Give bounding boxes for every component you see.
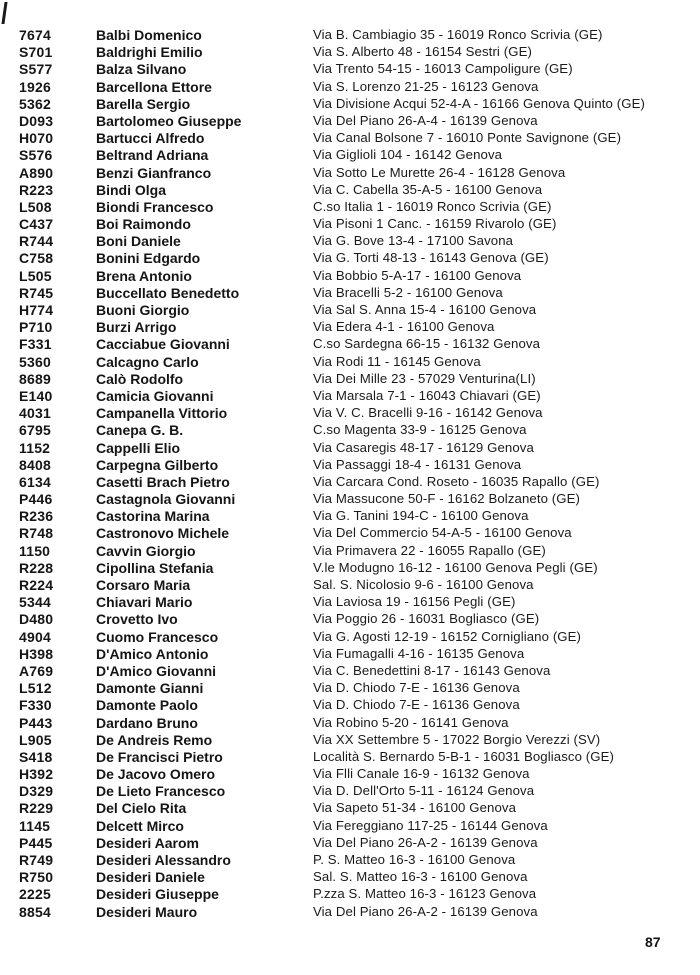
member-code: F331	[19, 336, 52, 353]
directory-entry	[0, 749, 700, 766]
directory-entry	[0, 646, 700, 663]
directory-entry	[0, 818, 700, 835]
member-name: Barcellona Ettore	[96, 78, 212, 95]
member-name: Delcett Mirco	[96, 817, 184, 834]
member-code: 8854	[19, 903, 51, 920]
directory-entry	[0, 302, 700, 319]
member-code: S701	[19, 44, 53, 61]
member-name: Castronovo Michele	[96, 525, 230, 542]
member-address: Via Del Piano 26-A-2 - 16139 Genova	[313, 903, 538, 919]
directory-entry	[0, 800, 700, 817]
member-code: A890	[19, 164, 54, 181]
member-code: F330	[19, 697, 52, 714]
member-code: L505	[19, 267, 52, 284]
directory-entry	[0, 577, 700, 594]
member-address: Località S. Bernardo 5-B-1 - 16031 Bogliasco (GE)	[313, 748, 615, 764]
member-code: 6795	[19, 422, 51, 439]
directory-entry	[0, 422, 700, 439]
directory-entry	[0, 869, 700, 886]
member-name: Camicia Giovanni	[96, 387, 214, 404]
member-address: Via Del Piano 26-A-2 - 16139 Genova	[313, 834, 538, 850]
directory-entry	[0, 388, 700, 405]
member-address: Via C. Cabella 35-A-5 - 16100 Genova	[313, 181, 543, 197]
member-code: L905	[19, 731, 52, 748]
member-code: C437	[19, 216, 54, 233]
member-address: Via Del Commercio 54-A-5 - 16100 Genova	[313, 525, 572, 541]
member-code: R228	[19, 559, 54, 576]
member-address: Via Divisione Acqui 52-4-A - 16166 Genova Quinto (GE)	[313, 95, 645, 111]
member-code: 4031	[19, 405, 51, 422]
member-address: Via Bracelli 5-2 - 16100 Genova	[313, 284, 503, 300]
member-name: Biondi Francesco	[96, 198, 214, 215]
member-name: Del Cielo Rita	[96, 800, 187, 817]
member-address: Via G. Tanini 194-C - 16100 Genova	[313, 508, 529, 524]
member-name: Canepa G. B.	[96, 422, 184, 439]
member-address: Via Casaregis 48-17 - 16129 Genova	[313, 439, 534, 455]
member-name: Desideri Alessandro	[96, 852, 231, 868]
member-code: 6134	[19, 473, 51, 490]
member-address: Via Flli Canale 16-9 - 16132 Genova	[313, 766, 530, 782]
member-address: Via Dei Mille 23 - 57029 Venturina(LI)	[313, 370, 536, 386]
directory-entry	[0, 44, 700, 61]
member-name: Barella Sergio	[96, 95, 191, 112]
member-name: Bartucci Alfredo	[96, 130, 205, 147]
directory-entry	[0, 285, 700, 302]
member-address: Via Marsala 7-1 - 16043 Chiavari (GE)	[313, 387, 541, 403]
member-name: Desideri Daniele	[96, 869, 205, 886]
member-name: Cuomo Francesco	[96, 628, 219, 645]
member-address: Via Trento 54-15 - 16013 Campoligure (GE)	[313, 61, 573, 77]
directory-entry	[0, 715, 700, 732]
directory-entry	[0, 336, 700, 353]
directory-entry	[0, 182, 700, 199]
member-code: H398	[19, 645, 54, 662]
directory-list	[0, 27, 700, 921]
member-address: P.zza S. Matteo 16-3 - 16123 Genova	[313, 886, 537, 902]
member-name: Cipollina Stefania	[96, 559, 214, 576]
member-name: De Francisci Pietro	[96, 748, 223, 765]
member-name: Baldrighi Emilio	[96, 44, 203, 61]
member-address: Via Sotto Le Murette 26-4 - 16128 Genova	[313, 164, 566, 180]
member-name: Campanella Vittorio	[96, 405, 228, 422]
member-name: Burzi Arrigo	[96, 319, 177, 336]
member-name: Casetti Brach Pietro	[96, 473, 230, 490]
member-address: Via Laviosa 19 - 16156 Pegli (GE)	[313, 594, 516, 610]
member-address: Via Passaggi 18-4 - 16131 Genova	[313, 456, 522, 472]
directory-entry	[0, 113, 700, 130]
member-name: Buoni Giorgio	[96, 302, 190, 318]
member-address: Via V. C. Bracelli 9-16 - 16142 Genova	[313, 405, 543, 421]
member-address: Via Pisoni 1 Canc. - 16159 Rivarolo (GE)	[313, 216, 557, 232]
member-name: D'Amico Antonio	[96, 645, 209, 662]
directory-entry	[0, 147, 700, 164]
member-name: Bindi Olga	[96, 181, 166, 198]
member-name: Boni Daniele	[96, 233, 181, 250]
member-address: C.so Sardegna 66-15 - 16132 Genova	[313, 336, 541, 352]
directory-entry	[0, 216, 700, 233]
member-address: Via Sal S. Anna 15-4 - 16100 Genova	[313, 302, 537, 317]
member-name: Corsaro Maria	[96, 577, 191, 593]
member-code: R745	[19, 284, 54, 301]
member-code: 1152	[19, 439, 51, 456]
member-address: Via G. Agosti 12-19 - 16152 Cornigliano (GE)	[313, 628, 582, 644]
member-code: S577	[19, 61, 53, 78]
member-address: Via C. Benedettini 8-17 - 16143 Genova	[313, 662, 551, 678]
member-address: Via G. Bove 13-4 - 17100 Savona	[313, 233, 514, 249]
directory-entry	[0, 233, 700, 250]
member-address: Via D. Chiodo 7-E - 16136 Genova	[313, 697, 520, 713]
member-address: Sal. S. Nicolosio 9-6 - 16100 Genova	[313, 577, 534, 592]
directory-entry	[0, 165, 700, 182]
directory-entry	[0, 440, 700, 457]
member-code: C758	[19, 250, 54, 267]
member-code: P446	[19, 491, 53, 508]
member-name: Crovetto Ivo	[96, 611, 178, 628]
directory-entry	[0, 525, 700, 542]
directory-entry	[0, 852, 700, 869]
member-address: C.so Italia 1 - 16019 Ronco Scrivia (GE)	[313, 198, 552, 214]
member-code: A769	[19, 662, 54, 679]
member-code: 8689	[19, 370, 51, 387]
member-address: C.so Magenta 33-9 - 16125 Genova	[313, 422, 527, 438]
scan-edge-mark	[1, 2, 7, 24]
member-address: Via Del Piano 26-A-4 - 16139 Genova	[313, 112, 538, 128]
member-address: Via Massucone 50-F - 16162 Bolzaneto (GE)	[313, 491, 581, 507]
directory-entry	[0, 886, 700, 903]
member-name: Damonte Paolo	[96, 697, 198, 714]
directory-entry	[0, 474, 700, 491]
member-code: P443	[19, 714, 53, 731]
member-name: De Jacovo Omero	[96, 766, 216, 783]
directory-entry	[0, 79, 700, 96]
member-code: 7674	[19, 27, 51, 43]
page-number: 87	[645, 934, 661, 950]
directory-entry	[0, 27, 700, 44]
member-address: Via Canal Bolsone 7 - 16010 Ponte Savignone (GE)	[313, 130, 622, 146]
directory-entry	[0, 371, 700, 388]
member-name: Desideri Aarom	[96, 834, 199, 851]
member-name: Boi Raimondo	[96, 216, 191, 233]
member-address: Via S. Alberto 48 - 16154 Sestri (GE)	[313, 44, 532, 60]
member-name: Balbi Domenico	[96, 27, 202, 43]
member-code: S418	[19, 748, 53, 765]
directory-entry	[0, 457, 700, 474]
directory-entry	[0, 543, 700, 560]
member-address: Via Giglioli 104 - 16142 Genova	[313, 147, 503, 163]
member-name: Desideri Giuseppe	[96, 886, 219, 903]
member-code: 5360	[19, 353, 51, 370]
directory-entry	[0, 405, 700, 422]
directory-entry	[0, 96, 700, 113]
directory-entry	[0, 611, 700, 628]
directory-entry	[0, 199, 700, 216]
member-address: Via Poggio 26 - 16031 Bogliasco (GE)	[313, 611, 540, 627]
member-code: S576	[19, 147, 53, 164]
directory-entry	[0, 680, 700, 697]
directory-entry	[0, 663, 700, 680]
directory-entry	[0, 697, 700, 714]
member-address: Via S. Lorenzo 21-25 - 16123 Genova	[313, 78, 539, 94]
member-name: Beltrand Adriana	[96, 147, 209, 164]
member-code: R229	[19, 800, 54, 817]
member-address: Sal. S. Matteo 16-3 - 16100 Genova	[313, 869, 528, 885]
member-code: L512	[19, 680, 52, 697]
member-name: Bartolomeo Giuseppe	[96, 112, 242, 129]
member-address: Via Sapeto 51-34 - 16100 Genova	[313, 800, 517, 816]
member-name: Castorina Marina	[96, 508, 210, 525]
directory-entry	[0, 904, 700, 921]
member-code: R224	[19, 577, 54, 593]
member-code: R744	[19, 233, 54, 250]
member-code: 1926	[19, 78, 51, 95]
member-code: H392	[19, 766, 54, 783]
member-code: 1145	[19, 817, 51, 834]
member-address: Via Carcara Cond. Roseto - 16035 Rapallo (GE)	[313, 473, 600, 489]
directory-entry	[0, 783, 700, 800]
member-code: E140	[19, 387, 53, 404]
directory-entry	[0, 508, 700, 525]
directory-entry	[0, 835, 700, 852]
member-name: De Lieto Francesco	[96, 783, 226, 800]
member-address: Via Robino 5-20 - 16141 Genova	[313, 714, 509, 730]
member-code: 8408	[19, 456, 51, 473]
member-code: R748	[19, 525, 54, 542]
member-name: Cavvin Giorgio	[96, 542, 196, 559]
member-name: Desideri Mauro	[96, 903, 198, 920]
member-code: P445	[19, 834, 53, 851]
member-address: Via D. Dell'Orto 5-11 - 16124 Genova	[313, 783, 535, 799]
directory-entry	[0, 319, 700, 336]
member-name: Dardano Bruno	[96, 714, 198, 731]
member-name: Castagnola Giovanni	[96, 491, 236, 508]
directory-entry	[0, 354, 700, 371]
member-address: Via XX Settembre 5 - 17022 Borgio Verezzi (SV)	[313, 731, 601, 747]
member-address: Via D. Chiodo 7-E - 16136 Genova	[313, 680, 520, 696]
member-name: Calcagno Carlo	[96, 353, 199, 370]
member-code: D093	[19, 112, 54, 129]
directory-entry	[0, 732, 700, 749]
member-address: Via Edera 4-1 - 16100 Genova	[313, 319, 495, 335]
member-code: L508	[19, 198, 52, 215]
member-code: D480	[19, 611, 54, 628]
member-code: R750	[19, 869, 54, 886]
member-code: R236	[19, 508, 54, 525]
member-name: Brena Antonio	[96, 267, 192, 284]
member-address: V.le Modugno 16-12 - 16100 Genova Pegli (GE)	[313, 559, 598, 575]
member-address: Via Rodi 11 - 16145 Genova	[313, 353, 481, 369]
member-name: Carpegna Gilberto	[96, 456, 219, 473]
member-code: H070	[19, 130, 54, 147]
member-code: H774	[19, 302, 54, 318]
member-address: Via Primavera 22 - 16055 Rapallo (GE)	[313, 542, 546, 558]
directory-entry	[0, 594, 700, 611]
member-name: Buccellato Benedetto	[96, 284, 240, 301]
member-code: 4904	[19, 628, 51, 645]
directory-entry	[0, 766, 700, 783]
member-code: D329	[19, 783, 54, 800]
member-address: Via G. Torti 48-13 - 16143 Genova (GE)	[313, 250, 549, 266]
member-address: Via B. Cambiagio 35 - 16019 Ronco Scrivia (GE)	[313, 27, 603, 42]
member-name: Damonte Gianni	[96, 680, 204, 697]
member-address: Via Fumagalli 4-16 - 16135 Genova	[313, 645, 525, 661]
member-code: P710	[19, 319, 53, 336]
member-address: Via Fereggiano 117-25 - 16144 Genova	[313, 817, 548, 833]
member-name: Cacciabue Giovanni	[96, 336, 230, 353]
directory-entry	[0, 560, 700, 577]
member-code: 1150	[19, 542, 51, 559]
member-code: 5362	[19, 95, 51, 112]
directory-entry	[0, 268, 700, 285]
member-name: Chiavari Mario	[96, 594, 193, 611]
member-code: R749	[19, 852, 54, 868]
member-name: Balza Silvano	[96, 61, 187, 78]
directory-entry	[0, 491, 700, 508]
member-name: Cappelli Elio	[96, 439, 181, 456]
directory-entry	[0, 250, 700, 267]
directory-entry	[0, 130, 700, 147]
member-name: Benzi Gianfranco	[96, 164, 212, 181]
member-address: Via Bobbio 5-A-17 - 16100 Genova	[313, 267, 522, 283]
member-name: De Andreis Remo	[96, 731, 213, 748]
member-address: P. S. Matteo 16-3 - 16100 Genova	[313, 852, 516, 867]
member-code: 2225	[19, 886, 51, 903]
directory-entry	[0, 61, 700, 78]
member-name: Calò Rodolfo	[96, 370, 184, 387]
member-name: D'Amico Giovanni	[96, 662, 217, 679]
member-name: Bonini Edgardo	[96, 250, 201, 267]
member-code: 5344	[19, 594, 51, 611]
directory-entry	[0, 629, 700, 646]
member-code: R223	[19, 181, 54, 198]
